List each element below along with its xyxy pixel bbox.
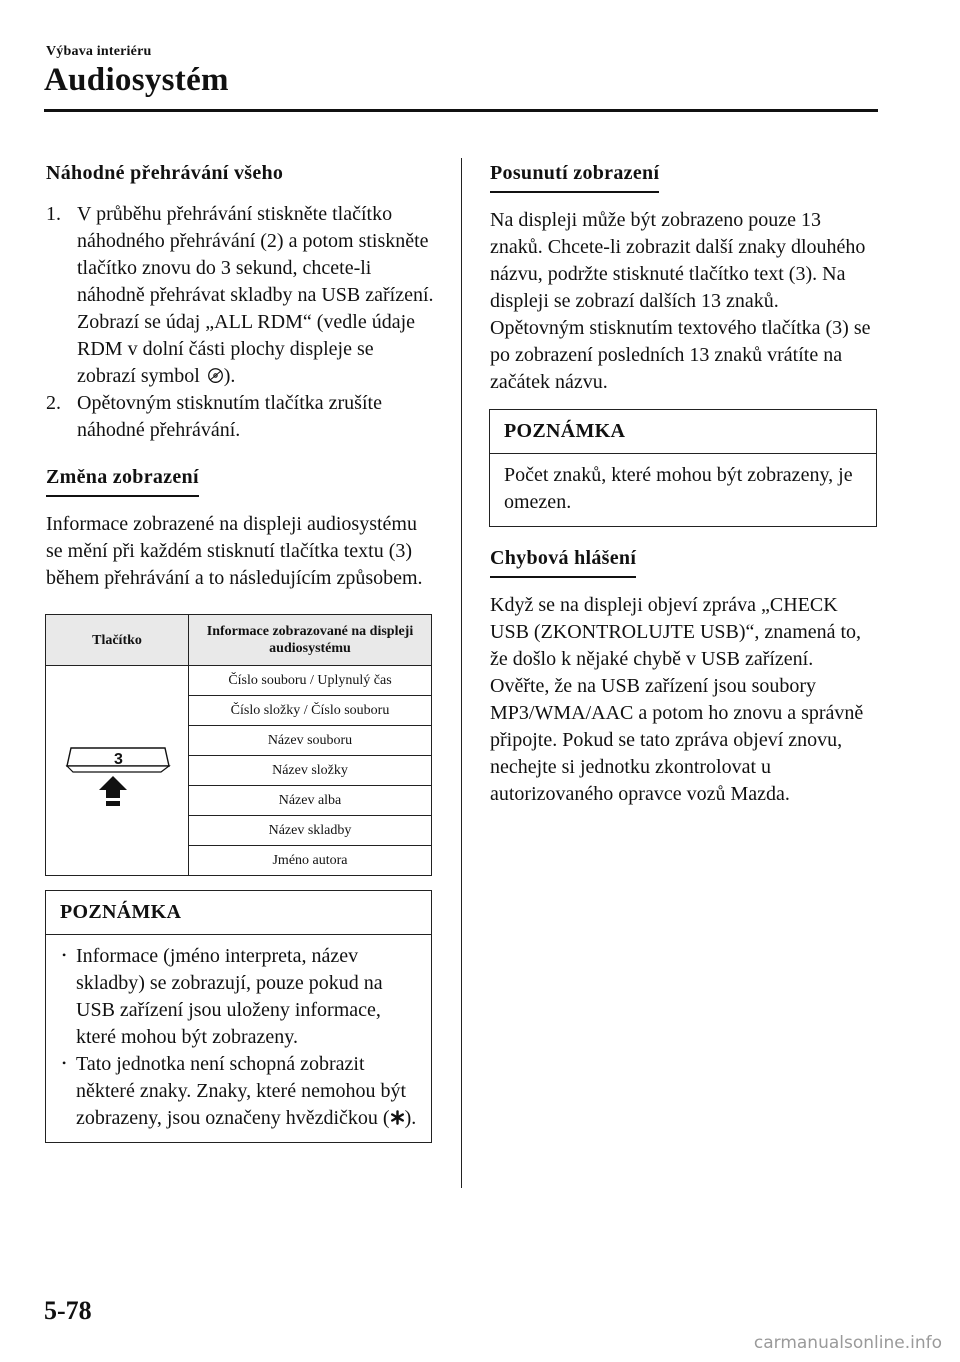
column-divider (461, 158, 462, 1188)
page-number: 5-78 (44, 1296, 92, 1325)
text-button-illustration (46, 666, 189, 876)
note-text-right: Počet znaků, které mohou být zobrazeny, je omezen. (504, 464, 853, 513)
table-header-button: Tlačítko (46, 615, 189, 666)
table-cell: Název alba (189, 786, 432, 816)
table-cell: Číslo souboru / Uplynulý čas (189, 666, 432, 696)
note-box-right (489, 409, 877, 527)
display-change-paragraph: Informace zobrazené na displeji audiosystému se mění při každém stisknutí tlačítka textu (3) během přehrávání a to následujícím způsobem. (46, 513, 423, 589)
shuffle-heading: Náhodné přehrávání všeho (46, 162, 284, 184)
section-label: Výbava interiéru (46, 44, 152, 59)
random-disc-icon (207, 367, 224, 384)
table-header-row (46, 615, 432, 666)
shuffle-step-1-text: V průběhu přehrávání stiskněte tlačítko náhodného přehrávání (2) a potom stiskněte tlačítko znovu do 3 sekund, chcete-li náhodně přehrávat skladby na USB zařízení. Zobrazí se údaj „ALL RDM“ (vedle údaje RDM v dolní části plochy displeje se zobrazí symbol (77, 203, 434, 387)
table-cell: Jméno autora (189, 846, 432, 876)
error-paragraph: Když se na displeji objeví zpráva „CHECK USB (ZKONTROLUJTE USB)“, znamená to, že došlo k nějaké chybě v USB zařízení. Ověřte, že na USB zařízení jsou soubory MP3/WMA/AAC a potom ho znovu a správně připojte. Pokud se tato zpráva objeví znovu, nechejte si jednotku zkontrolovat u autorizovaného opravce vozů Mazda. (490, 594, 864, 805)
watermark: carmanualsonline.info (753, 1333, 942, 1353)
note-box-left (45, 890, 432, 1143)
table-cell: Číslo složky / Číslo souboru (189, 696, 432, 726)
table-cell: Název složky (189, 756, 432, 786)
shuffle-steps (46, 201, 436, 444)
asterisk-icon (390, 1110, 405, 1125)
shuffle-step-2: 2. Opětovným stisknutím tlačítka zrušíte náhodné přehrávání. (46, 392, 382, 441)
table-row (46, 666, 432, 696)
note-bullets (60, 943, 417, 1132)
table-cell: Název skladby (189, 816, 432, 846)
error-heading: Chybová hlášení (490, 545, 636, 578)
right-column-text (490, 160, 876, 396)
table-header-info: Informace zobrazované na displeji audiosystému (189, 615, 432, 666)
display-change-heading: Změna zobrazení (46, 464, 199, 497)
button-number-label: 3 (114, 751, 123, 768)
shuffle-step-1: 1. V průběhu přehrávání stiskněte tlačítko náhodného přehrávání (2) a potom stiskněte tlačítko znovu do 3 sekund, chcete-li náhodně přehrávat skladby na USB zařízení. Zobrazí se údaj „ALL RDM“ (vedle údaje RDM v dolní části plochy displeje se zobrazí symbol ). (46, 203, 434, 387)
note-heading-right: POZNÁMKA (490, 410, 876, 454)
note-bullet-1: • Informace (jméno interpreta, název skladby) se zobrazují, pouze pokud na USB zařízení jsou uloženy informace, které mohou být zobrazeny. (60, 943, 417, 1051)
note-heading: POZNÁMKA (46, 891, 431, 935)
note-bullet-2: • Tato jednotka není schopná zobrazit některé znaky. Znaky, které nemohou být zobrazeny, jsou označeny hvězdičkou ( ). (60, 1051, 417, 1132)
display-info-table (45, 614, 432, 876)
shuffle-step-2-text: Opětovným stisknutím tlačítka zrušíte náhodné přehrávání. (77, 392, 382, 441)
title-divider (44, 109, 878, 112)
right-column-errors (490, 545, 876, 808)
scroll-heading: Posunutí zobrazení (490, 160, 659, 193)
left-column-text (46, 160, 436, 592)
page-title: Audiosystém (44, 62, 229, 98)
table-cell: Název souboru (189, 726, 432, 756)
text-button-3-icon (57, 718, 177, 818)
scroll-paragraph: Na displeji může být zobrazeno pouze 13 znaků. Chcete-li zobrazit další znaky dlouhého názvu, podržte stisknuté tlačítko text (3). Na displeji se zobrazí dalších 13 znaků. Opětovným stisknutím textového tlačítka (3) se po zobrazení posledních 13 znaků vrátíte na začátek názvu. (490, 209, 871, 393)
